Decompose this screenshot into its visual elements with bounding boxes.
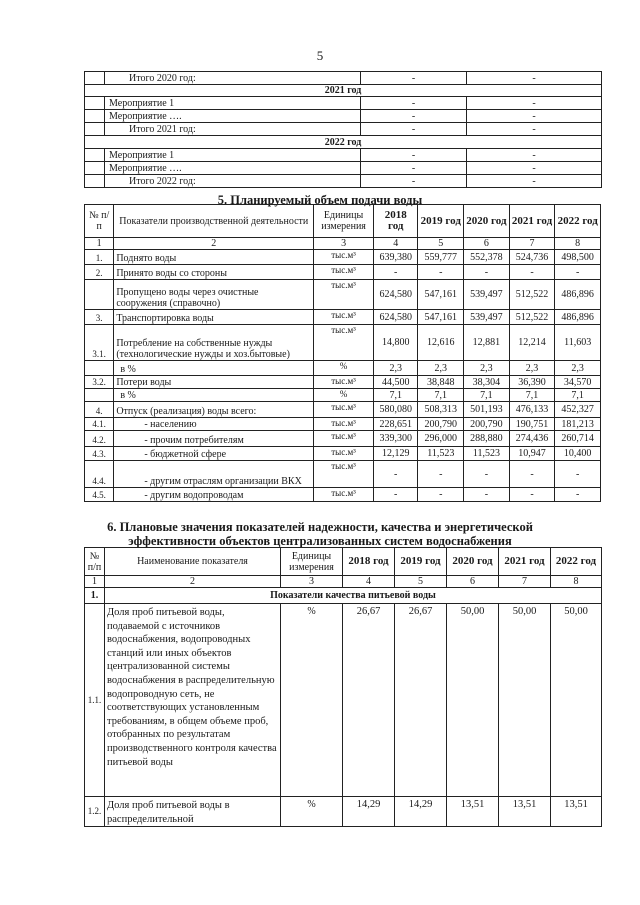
cell-value: 580,080 bbox=[373, 402, 418, 418]
cell-value: - bbox=[467, 110, 602, 123]
cell-value: 38,848 bbox=[418, 376, 464, 389]
column-header: 2021 год bbox=[509, 205, 555, 238]
column-number: 6 bbox=[464, 238, 510, 250]
group-row bbox=[85, 588, 602, 604]
cell-value: - bbox=[361, 149, 467, 162]
column-number: 8 bbox=[555, 238, 601, 250]
indicator-name: - другим отраслям организации ВКХ bbox=[114, 461, 314, 488]
cell-value: 10,947 bbox=[509, 447, 555, 461]
unit: тыс.м³ bbox=[314, 402, 374, 418]
row-number: 3.1. bbox=[85, 325, 114, 361]
cell-value: - bbox=[361, 123, 467, 136]
cell-value: 14,800 bbox=[373, 325, 418, 361]
cell-value: 339,300 bbox=[373, 431, 418, 447]
cell-value: - bbox=[467, 97, 602, 110]
table-row bbox=[85, 402, 601, 418]
table-row bbox=[85, 97, 602, 110]
table-row bbox=[85, 376, 601, 389]
column-number: 8 bbox=[551, 576, 602, 588]
indicator-name: Отпуск (реализация) воды всего: bbox=[114, 402, 314, 418]
cell-value: 2,3 bbox=[555, 361, 601, 376]
cell-value: 2,3 bbox=[509, 361, 555, 376]
row-number: 1.2. bbox=[85, 797, 105, 827]
header-row bbox=[85, 205, 601, 238]
cell-value: 288,880 bbox=[464, 431, 510, 447]
cell-value: 50,00 bbox=[551, 604, 602, 797]
column-header: № п/п bbox=[85, 548, 105, 576]
indicator-name: Поднято воды bbox=[114, 250, 314, 265]
cell-value: 7,1 bbox=[555, 389, 601, 402]
cell-value: 274,436 bbox=[509, 431, 555, 447]
table-row bbox=[85, 162, 602, 175]
column-header: 2019 год bbox=[395, 548, 447, 576]
cell-value: 552,378 bbox=[464, 250, 510, 265]
cell-value: 524,736 bbox=[509, 250, 555, 265]
cell-value: - bbox=[361, 175, 467, 188]
indicator-name: Транспортировка воды bbox=[114, 310, 314, 325]
cell-value: - bbox=[418, 488, 464, 502]
table-row bbox=[85, 310, 601, 325]
cell-value: - bbox=[464, 265, 510, 280]
cell-value: 12,881 bbox=[464, 325, 510, 361]
row-number: 4.2. bbox=[85, 431, 114, 447]
table-row bbox=[85, 447, 601, 461]
unit: тыс.м³ bbox=[314, 280, 374, 310]
cell-value: - bbox=[373, 461, 418, 488]
section6-title-line2: эффективности объектов централизованных систем водоснабжения bbox=[128, 534, 512, 548]
cell-value: 34,570 bbox=[555, 376, 601, 389]
cell-value: - bbox=[361, 110, 467, 123]
cell-value: - bbox=[467, 149, 602, 162]
table-row bbox=[85, 149, 602, 162]
row-number bbox=[85, 361, 114, 376]
cell-value: 11,603 bbox=[555, 325, 601, 361]
unit: тыс.м³ bbox=[314, 250, 374, 265]
indicator-name: - прочим потребителям bbox=[114, 431, 314, 447]
cell-value: - bbox=[418, 265, 464, 280]
cell-value: 624,580 bbox=[373, 280, 418, 310]
column-number: 1 bbox=[85, 238, 114, 250]
row-number bbox=[85, 110, 105, 123]
group-title: Показатели качества питьевой воды bbox=[105, 588, 602, 604]
column-header: Единицы измерения bbox=[314, 205, 374, 238]
indicator-name: - населению bbox=[114, 418, 314, 431]
column-header: 2022 год bbox=[555, 205, 601, 238]
unit: % bbox=[314, 389, 374, 402]
row-label: Мероприятие 1 bbox=[105, 97, 361, 110]
page-number: 5 bbox=[316, 48, 324, 63]
column-number: 6 bbox=[447, 576, 499, 588]
table-row bbox=[85, 461, 601, 488]
column-number: 5 bbox=[418, 238, 464, 250]
table-row bbox=[85, 250, 601, 265]
cell-value: 486,896 bbox=[555, 280, 601, 310]
cell-value: 2,3 bbox=[418, 361, 464, 376]
column-header: № п/п bbox=[85, 205, 114, 238]
column-number: 1 bbox=[85, 576, 105, 588]
cell-value: 200,790 bbox=[464, 418, 510, 431]
table-row bbox=[85, 488, 601, 502]
indicator-name: Доля проб питьевой воды в распределительной bbox=[105, 797, 281, 827]
row-number: 4.1. bbox=[85, 418, 114, 431]
column-header: 2018 год bbox=[343, 548, 395, 576]
cell-value: 7,1 bbox=[509, 389, 555, 402]
table-row bbox=[85, 389, 601, 402]
cell-value: 476,133 bbox=[509, 402, 555, 418]
indicator-name: Потребление на собственные нужды (технологические нужды и хоз.бытовые) bbox=[114, 325, 314, 361]
cell-value: - bbox=[509, 461, 555, 488]
row-number: 1.1. bbox=[85, 604, 105, 797]
table-row bbox=[85, 797, 602, 827]
indicator-name: Доля проб питьевой воды, подаваемой с источников водоснабжения, водопроводных станций или иных объектов централизованной системы водоснабжения в распределительную водопроводную сеть, не соответствующих установленным требованиям, в общем объеме проб, отобранных по результатам производственного контроля качества питьевой воды bbox=[105, 604, 281, 797]
cell-value: 190,751 bbox=[509, 418, 555, 431]
column-number: 2 bbox=[105, 576, 281, 588]
year-row bbox=[85, 136, 602, 149]
unit: % bbox=[281, 604, 343, 797]
table-row bbox=[85, 418, 601, 431]
cell-value: 452,327 bbox=[555, 402, 601, 418]
table-row bbox=[85, 431, 601, 447]
cell-value: 7,1 bbox=[464, 389, 510, 402]
indicator-name: в % bbox=[114, 389, 314, 402]
group-number: 1. bbox=[85, 588, 105, 604]
indicator-name: Принято воды со стороны bbox=[114, 265, 314, 280]
cell-value: - bbox=[509, 488, 555, 502]
cell-value: 11,523 bbox=[418, 447, 464, 461]
cell-value: 12,129 bbox=[373, 447, 418, 461]
cell-value: - bbox=[467, 72, 602, 85]
row-number bbox=[85, 123, 105, 136]
cell-value: 539,497 bbox=[464, 280, 510, 310]
cell-value: - bbox=[361, 162, 467, 175]
cell-value: - bbox=[467, 123, 602, 136]
column-number: 7 bbox=[499, 576, 551, 588]
cell-value: 486,896 bbox=[555, 310, 601, 325]
cell-value: 12,616 bbox=[418, 325, 464, 361]
cell-value: 26,67 bbox=[395, 604, 447, 797]
unit: % bbox=[281, 797, 343, 827]
indicator-name: Потери воды bbox=[114, 376, 314, 389]
cell-value: 10,400 bbox=[555, 447, 601, 461]
cell-value: 36,390 bbox=[509, 376, 555, 389]
cell-value: 38,304 bbox=[464, 376, 510, 389]
row-number: 3.2. bbox=[85, 376, 114, 389]
cell-value: 200,790 bbox=[418, 418, 464, 431]
table-row bbox=[85, 325, 601, 361]
cell-value: 512,522 bbox=[509, 280, 555, 310]
section5-title: 5. Планируемый объем подачи воды bbox=[217, 193, 423, 207]
cell-value: - bbox=[373, 488, 418, 502]
cell-value: 7,1 bbox=[373, 389, 418, 402]
cell-value: 13,51 bbox=[499, 797, 551, 827]
cell-value: 508,313 bbox=[418, 402, 464, 418]
cell-value: 228,651 bbox=[373, 418, 418, 431]
unit: тыс.м³ bbox=[314, 376, 374, 389]
table-row bbox=[85, 123, 602, 136]
row-number: 3. bbox=[85, 310, 114, 325]
table-row bbox=[85, 72, 602, 85]
cell-value: 14,29 bbox=[343, 797, 395, 827]
row-number: 4.5. bbox=[85, 488, 114, 502]
unit: тыс.м³ bbox=[314, 488, 374, 502]
column-number: 4 bbox=[373, 238, 418, 250]
unit: тыс.м³ bbox=[314, 265, 374, 280]
table-row bbox=[85, 280, 601, 310]
cell-value: 7,1 bbox=[418, 389, 464, 402]
cell-value: - bbox=[464, 461, 510, 488]
cell-value: - bbox=[361, 72, 467, 85]
row-number: 2. bbox=[85, 265, 114, 280]
row-number bbox=[85, 97, 105, 110]
cell-value: 260,714 bbox=[555, 431, 601, 447]
table-row bbox=[85, 265, 601, 280]
cell-value: - bbox=[555, 265, 601, 280]
unit: тыс.м³ bbox=[314, 461, 374, 488]
cell-value: - bbox=[509, 265, 555, 280]
row-number: 4.3. bbox=[85, 447, 114, 461]
column-number: 2 bbox=[114, 238, 314, 250]
unit: тыс.м³ bbox=[314, 447, 374, 461]
section6-title-line1: 6. Плановые значения показателей надежности, качества и энергетической bbox=[107, 520, 533, 534]
row-label: Мероприятие 1 bbox=[105, 149, 361, 162]
cell-value: 501,193 bbox=[464, 402, 510, 418]
cell-value: 181,213 bbox=[555, 418, 601, 431]
table-row bbox=[85, 175, 602, 188]
row-number bbox=[85, 389, 114, 402]
cell-value: - bbox=[418, 461, 464, 488]
indicator-name: в % bbox=[114, 361, 314, 376]
row-number bbox=[85, 162, 105, 175]
column-number: 4 bbox=[343, 576, 395, 588]
year-heading: 2021 год bbox=[85, 85, 602, 97]
unit: тыс.м³ bbox=[314, 431, 374, 447]
row-number bbox=[85, 280, 114, 310]
row-number: 1. bbox=[85, 250, 114, 265]
indicator-name: - бюджетной сфере bbox=[114, 447, 314, 461]
cell-value: 498,500 bbox=[555, 250, 601, 265]
cell-value: 14,29 bbox=[395, 797, 447, 827]
year-heading: 2022 год bbox=[85, 136, 602, 149]
column-header: 2020 год bbox=[464, 205, 510, 238]
column-header: 2021 год bbox=[499, 548, 551, 576]
column-number: 7 bbox=[509, 238, 555, 250]
row-label: Мероприятие …. bbox=[105, 162, 361, 175]
row-label: Итого 2021 год: bbox=[105, 123, 361, 136]
cell-value: 50,00 bbox=[447, 604, 499, 797]
cell-value: 639,380 bbox=[373, 250, 418, 265]
row-number: 4. bbox=[85, 402, 114, 418]
cell-value: 44,500 bbox=[373, 376, 418, 389]
row-number bbox=[85, 149, 105, 162]
section5-table bbox=[84, 204, 601, 502]
column-header: Единицы измерения bbox=[281, 548, 343, 576]
indicator-name: - другим водопроводам bbox=[114, 488, 314, 502]
column-header: 2022 год bbox=[551, 548, 602, 576]
cell-value: 12,214 bbox=[509, 325, 555, 361]
cell-value: - bbox=[361, 97, 467, 110]
cell-value: 11,523 bbox=[464, 447, 510, 461]
cell-value: 559,777 bbox=[418, 250, 464, 265]
top-table bbox=[84, 71, 602, 188]
cell-value: 13,51 bbox=[551, 797, 602, 827]
column-number-row bbox=[85, 576, 602, 588]
row-label: Мероприятие …. bbox=[105, 110, 361, 123]
cell-value: 50,00 bbox=[499, 604, 551, 797]
column-number: 5 bbox=[395, 576, 447, 588]
unit: тыс.м³ bbox=[314, 418, 374, 431]
cell-value: 547,161 bbox=[418, 310, 464, 325]
unit: % bbox=[314, 361, 374, 376]
table-row bbox=[85, 361, 601, 376]
unit: тыс.м³ bbox=[314, 310, 374, 325]
unit: тыс.м³ bbox=[314, 325, 374, 361]
cell-value: - bbox=[555, 461, 601, 488]
cell-value: 539,497 bbox=[464, 310, 510, 325]
cell-value: 13,51 bbox=[447, 797, 499, 827]
row-number bbox=[85, 72, 105, 85]
row-label: Итого 2020 год: bbox=[105, 72, 361, 85]
year-row bbox=[85, 85, 602, 97]
cell-value: - bbox=[464, 488, 510, 502]
cell-value: 547,161 bbox=[418, 280, 464, 310]
row-number bbox=[85, 175, 105, 188]
row-number: 4.4. bbox=[85, 461, 114, 488]
column-header: 2019 год bbox=[418, 205, 464, 238]
cell-value: - bbox=[467, 162, 602, 175]
cell-value: - bbox=[373, 265, 418, 280]
cell-value: 624,580 bbox=[373, 310, 418, 325]
indicator-name: Пропущено воды через очистные сооружения (справочно) bbox=[114, 280, 314, 310]
column-header: 2018 год bbox=[373, 205, 418, 238]
column-number-row bbox=[85, 238, 601, 250]
column-number: 3 bbox=[314, 238, 374, 250]
cell-value: 512,522 bbox=[509, 310, 555, 325]
header-row bbox=[85, 548, 602, 576]
cell-value: 2,3 bbox=[373, 361, 418, 376]
cell-value: 296,000 bbox=[418, 431, 464, 447]
cell-value: 26,67 bbox=[343, 604, 395, 797]
cell-value: - bbox=[467, 175, 602, 188]
column-number: 3 bbox=[281, 576, 343, 588]
table-row bbox=[85, 604, 602, 797]
table-row bbox=[85, 110, 602, 123]
column-header: 2020 год bbox=[447, 548, 499, 576]
row-label: Итого 2022 год: bbox=[105, 175, 361, 188]
column-header: Показатели производственной деятельности bbox=[114, 205, 314, 238]
section6-table bbox=[84, 547, 602, 827]
cell-value: 2,3 bbox=[464, 361, 510, 376]
column-header: Наименование показателя bbox=[105, 548, 281, 576]
cell-value: - bbox=[555, 488, 601, 502]
